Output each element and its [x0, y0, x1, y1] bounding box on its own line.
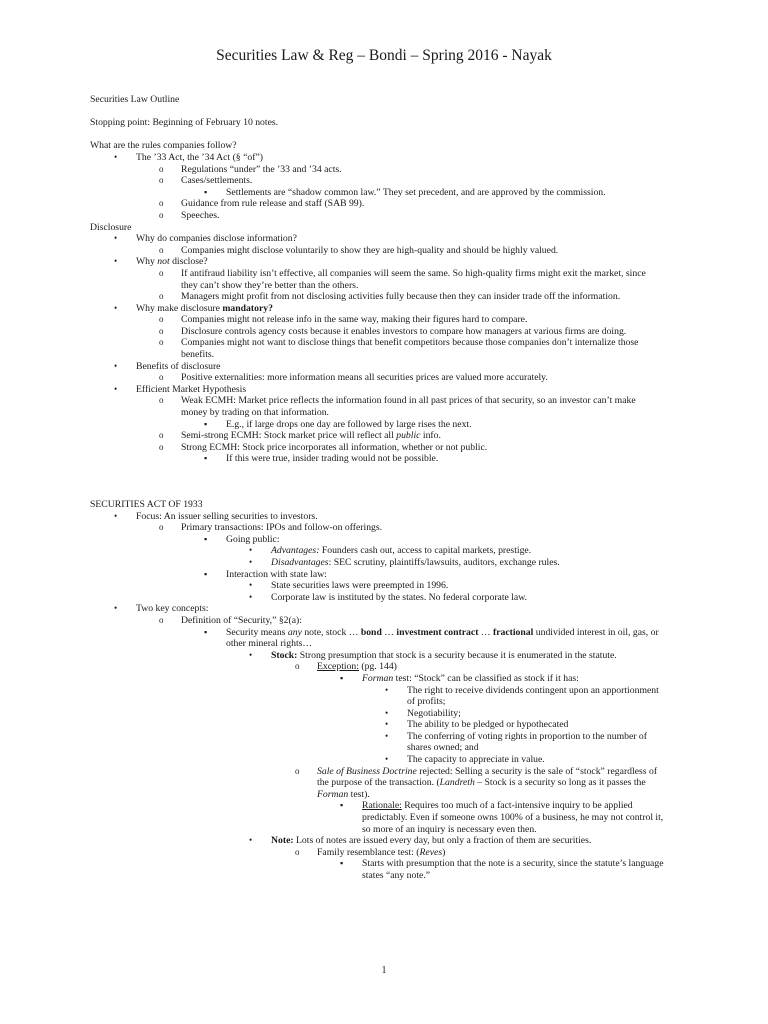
outline-text: The ’33 Act, the ’34 Act (§ “of”): [136, 151, 263, 163]
outline-item: [90, 731, 690, 743]
outline-text: Efficient Market Hypothesis: [136, 383, 247, 395]
outline-text: Going public:: [226, 533, 280, 545]
outline-item: [90, 847, 690, 859]
text-run: rejected: Selling a security is the sale of “stock” regardless of: [416, 765, 658, 777]
outline-text: [362, 673, 579, 684]
outline-text: Two key concepts:: [136, 603, 209, 615]
circle-bullet-icon: [295, 847, 300, 859]
outline-text: Interaction with state law:: [226, 568, 327, 580]
outline-item: [90, 511, 690, 523]
outline-text: Benefits of disclosure: [136, 360, 221, 372]
text-run: Rationale:: [362, 800, 402, 812]
outline-item: [90, 754, 690, 766]
outline-item: [90, 187, 690, 199]
outline-text: Disclosure controls agency costs because it enables investors to compare how managers at various firms are doing.: [181, 325, 627, 337]
circle-bullet-icon: [159, 430, 164, 442]
text-run: the purpose of the transaction. (: [317, 777, 440, 789]
outline-item: [90, 384, 690, 396]
outline-line: [90, 222, 690, 234]
square-bullet-icon: [340, 858, 343, 870]
outline-line: [90, 407, 690, 419]
outline-item: [90, 453, 690, 465]
square-bullet-icon: [204, 627, 207, 639]
square-bullet-icon: [204, 453, 207, 465]
outline-line: [90, 742, 690, 754]
text-run: Forman: [362, 672, 394, 684]
outline-line: [90, 777, 690, 789]
outline-line: [90, 280, 690, 292]
outline-item: [90, 303, 690, 315]
outline-text: [136, 256, 208, 267]
circle-bullet-icon: [159, 291, 164, 303]
text-run: …: [478, 626, 493, 638]
outline-item: [90, 835, 690, 847]
text-run: mandatory?: [222, 302, 273, 314]
circle-bullet-icon: [159, 326, 164, 338]
circle-bullet-icon: [295, 661, 300, 673]
outline-item: [90, 326, 690, 338]
outline-item: [90, 245, 690, 257]
outline-text: Regulations “under” the ’33 and ’34 acts.: [181, 163, 342, 175]
text-run: – Stock is a security so long as it passes the: [474, 777, 646, 789]
text-run: Stock:: [271, 649, 298, 661]
outline-text: Starts with presumption that the note is a security, since the statute’s language: [362, 858, 664, 870]
outline-text: Negotiability;: [407, 707, 461, 719]
text-run: Lots of notes are issued every day, but only a fraction of them are securities.: [293, 835, 592, 847]
outline-item: [90, 291, 690, 303]
outline-item: [90, 545, 690, 557]
outline-line: [90, 499, 690, 511]
bullet-icon: [114, 303, 117, 315]
text-run: undivided interest in oil, gas, or: [533, 626, 659, 638]
outline-text: Focus: An issuer selling securities to investors.: [136, 510, 318, 522]
outline-line: [90, 824, 690, 836]
bullet-icon: [249, 592, 252, 604]
outline-text: The ability to be pledged or hypothecated: [407, 719, 569, 731]
outline-text: E.g., if large drops one day are followed by large rises the next.: [226, 418, 472, 430]
bullet-icon: [249, 545, 252, 557]
outline-item: [90, 800, 690, 812]
circle-bullet-icon: [159, 615, 164, 627]
outline-line: [90, 117, 690, 129]
outline-text: Guidance from rule release and staff (SAB 99).: [181, 198, 365, 210]
bullet-icon: [385, 754, 388, 766]
text-run: bond: [360, 626, 382, 638]
outline-text: shares owned; and: [407, 742, 479, 754]
outline-text: [226, 627, 659, 638]
outline-item: [90, 650, 690, 662]
outline-text: Companies might not want to disclose things that benefit competitors because those companies don’t internalize those: [181, 337, 639, 349]
outline-text: money by trading on that information.: [181, 407, 329, 419]
text-run: note, stock …: [301, 626, 361, 638]
bullet-icon: [385, 719, 388, 731]
text-run: public: [396, 430, 421, 442]
outline-item: [90, 268, 690, 280]
outline-text: The conferring of voting rights in proportion to the number of: [407, 730, 647, 742]
outline-item: [90, 603, 690, 615]
text-run: Disadvantages: [271, 556, 329, 568]
outline-text: predictably. Even if someone owns 100% of a business, he may not control it,: [362, 812, 664, 824]
outline-text: Cases/settlements.: [181, 175, 253, 187]
outline-line: [90, 870, 690, 882]
text-run: (pg. 144): [358, 661, 397, 673]
outline-text: Companies might not release info in the same way, making their figures hard to compare.: [181, 314, 528, 326]
outline-line: [90, 349, 690, 361]
circle-bullet-icon: [295, 766, 300, 778]
outline-text: Speeches.: [181, 209, 220, 221]
bullet-icon: [249, 557, 252, 569]
bullet-icon: [114, 361, 117, 373]
bullet-icon: [114, 233, 117, 245]
text-run: investment contract: [396, 626, 479, 638]
outline-item: [90, 372, 690, 384]
bullet-icon: [114, 152, 117, 164]
circle-bullet-icon: [159, 314, 164, 326]
outline-text: [317, 789, 370, 800]
outline-text: so more of an inquiry is necessary even then.: [362, 823, 537, 835]
outline-text: they can’t show they’re better than the others.: [181, 279, 359, 291]
outline-text: [317, 766, 657, 777]
circle-bullet-icon: [159, 268, 164, 280]
page-title: Securities Law & Reg – Bondi – Spring 2016 - Nayak: [216, 47, 552, 64]
bullet-icon: [385, 685, 388, 697]
outline-text: other mineral rights…: [226, 638, 313, 650]
outline-text: [271, 557, 560, 568]
square-bullet-icon: [204, 534, 207, 546]
outline-text: Managers might profit from not disclosing activities fully because then they can insider trade off the information.: [181, 291, 621, 303]
text-run: not: [157, 256, 170, 268]
outline-text: Companies might disclose voluntarily to show they are high-quality and should be highly valued.: [181, 244, 559, 256]
text-run: info.: [420, 430, 441, 442]
outline-text: [181, 430, 441, 441]
outline-item: [90, 361, 690, 373]
text-run: Strong presumption that stock is a security because it is enumerated in the statute.: [297, 649, 617, 661]
outline-line: [90, 94, 690, 106]
text-run: Note:: [271, 835, 294, 847]
outline-line: [90, 140, 690, 152]
text-run: disclose?: [169, 256, 208, 268]
bullet-icon: [249, 835, 252, 847]
outline-text: What are the rules companies follow?: [90, 140, 237, 152]
outline-item: [90, 557, 690, 569]
circle-bullet-icon: [159, 395, 164, 407]
outline-item: [90, 430, 690, 442]
outline-item: [90, 395, 690, 407]
page-number: 1: [381, 965, 387, 976]
outline-text: Why do companies disclose information?: [136, 233, 297, 245]
outline-item: [90, 233, 690, 245]
text-run: Requires too much of a fact-intensive inquiry to be applied: [401, 800, 633, 812]
outline-item: [90, 766, 690, 778]
outline-item: [90, 685, 690, 697]
outline-text: If this were true, insider trading would not be possible.: [226, 453, 439, 465]
outline-text: [271, 835, 591, 846]
outline-line: [90, 696, 690, 708]
text-run: Landreth: [439, 777, 475, 789]
outline-text: Securities Law Outline: [90, 94, 180, 105]
bullet-icon: [249, 580, 252, 592]
outline-text: The right to receive dividends contingent upon an apportionment: [407, 684, 659, 696]
outline-text: [362, 800, 633, 811]
outline-text: [317, 777, 646, 788]
outline-text: [317, 661, 397, 672]
circle-bullet-icon: [159, 164, 164, 176]
circle-bullet-icon: [159, 210, 164, 222]
circle-bullet-icon: [159, 337, 164, 349]
outline-text: of profits;: [407, 696, 446, 708]
text-run: Advantages:: [271, 545, 320, 557]
text-run: any: [287, 626, 302, 638]
circle-bullet-icon: [159, 372, 164, 384]
square-bullet-icon: [204, 569, 207, 581]
text-run: fractional: [492, 626, 534, 638]
outline-item: [90, 627, 690, 639]
text-run: Security means: [226, 626, 288, 638]
bullet-icon: [385, 708, 388, 720]
outline-item: [90, 592, 690, 604]
outline-body: [90, 94, 690, 882]
outline-line: [90, 638, 690, 650]
outline-text: State securities laws were preempted in 1996.: [271, 580, 449, 592]
outline-item: [90, 164, 690, 176]
outline-item: [90, 152, 690, 164]
outline-item: [90, 661, 690, 673]
text-run: ): [442, 846, 446, 858]
text-run: Family resemblance test: (: [317, 846, 420, 858]
outline-item: [90, 580, 690, 592]
outline-item: [90, 337, 690, 349]
bullet-icon: [249, 650, 252, 662]
outline-text: Stopping point: Beginning of February 10 notes.: [90, 117, 279, 129]
outline-text: [271, 545, 531, 556]
bullet-icon: [114, 511, 117, 523]
outline-item: [90, 442, 690, 454]
spacer: [90, 129, 690, 141]
outline-text: Corporate law is instituted by the states. No federal corporate law.: [271, 591, 528, 603]
outline-text: Settlements are “shadow common law.” They set precedent, and are approved by the commission.: [226, 186, 606, 198]
outline-item: [90, 673, 690, 685]
outline-text: Positive externalities: more information means all securities prices are valued more accurately.: [181, 372, 548, 384]
circle-bullet-icon: [159, 245, 164, 257]
bullet-icon: [114, 603, 117, 615]
square-bullet-icon: [340, 673, 343, 685]
outline-item: [90, 615, 690, 627]
text-run: Why make disclosure: [136, 302, 223, 314]
outline-text: Weak ECMH: Market price reflects the information found in all past prices of that security, so an investor can’t make: [181, 395, 636, 407]
spacer: [90, 465, 690, 499]
outline-item: [90, 708, 690, 720]
outline-item: [90, 198, 690, 210]
bullet-icon: [385, 731, 388, 743]
outline-line: [90, 812, 690, 824]
outline-line: [90, 789, 690, 801]
square-bullet-icon: [340, 800, 343, 812]
bullet-icon: [114, 384, 117, 396]
outline-text: benefits.: [181, 349, 215, 361]
outline-item: [90, 569, 690, 581]
outline-item: [90, 534, 690, 546]
text-run: test).: [348, 788, 370, 800]
text-run: : SEC scrutiny, plaintiffs/lawsuits, auditors, exchange rules.: [328, 556, 560, 568]
circle-bullet-icon: [159, 442, 164, 454]
outline-text: Disclosure: [90, 221, 132, 233]
text-run: Semi-strong ECMH: Stock market price will reflect all: [181, 430, 397, 442]
square-bullet-icon: [204, 187, 207, 199]
text-run: Reves: [419, 846, 443, 858]
outline-item: [90, 210, 690, 222]
text-run: Exception:: [317, 661, 359, 673]
outline-text: Primary transactions: IPOs and follow-on offerings.: [181, 522, 383, 534]
outline-text: [271, 650, 617, 661]
outline-item: [90, 175, 690, 187]
text-run: test: “Stock” can be classified as stock if it has:: [393, 672, 579, 684]
text-run: …: [381, 626, 397, 638]
outline-text: states “any note.”: [362, 870, 431, 881]
outline-text: Strong ECMH: Stock price incorporates all information, whether or not public.: [181, 441, 488, 453]
circle-bullet-icon: [159, 175, 164, 187]
outline-text: If antifraud liability isn’t effective, all companies will seem the same. So high-quality firms might exit the market, since: [181, 267, 646, 279]
text-run: Sale of Business Doctrine: [317, 765, 417, 777]
text-run: Forman: [317, 788, 349, 800]
outline-text: Definition of “Security,” §2(a):: [181, 614, 302, 626]
bullet-icon: [114, 256, 117, 268]
spacer: [90, 106, 690, 118]
outline-item: [90, 522, 690, 534]
text-run: Founders cash out, access to capital markets, prestige.: [319, 545, 532, 557]
square-bullet-icon: [204, 419, 207, 431]
outline-text: SECURITIES ACT OF 1933: [90, 499, 203, 510]
outline-item: [90, 256, 690, 268]
outline-text: The capacity to appreciate in value.: [407, 754, 545, 766]
outline-text: [136, 303, 273, 314]
outline-item: [90, 858, 690, 870]
circle-bullet-icon: [159, 198, 164, 210]
outline-item: [90, 314, 690, 326]
circle-bullet-icon: [159, 522, 164, 534]
outline-item: [90, 719, 690, 731]
outline-item: [90, 419, 690, 431]
text-run: Why: [136, 256, 158, 268]
outline-text: [317, 847, 445, 858]
